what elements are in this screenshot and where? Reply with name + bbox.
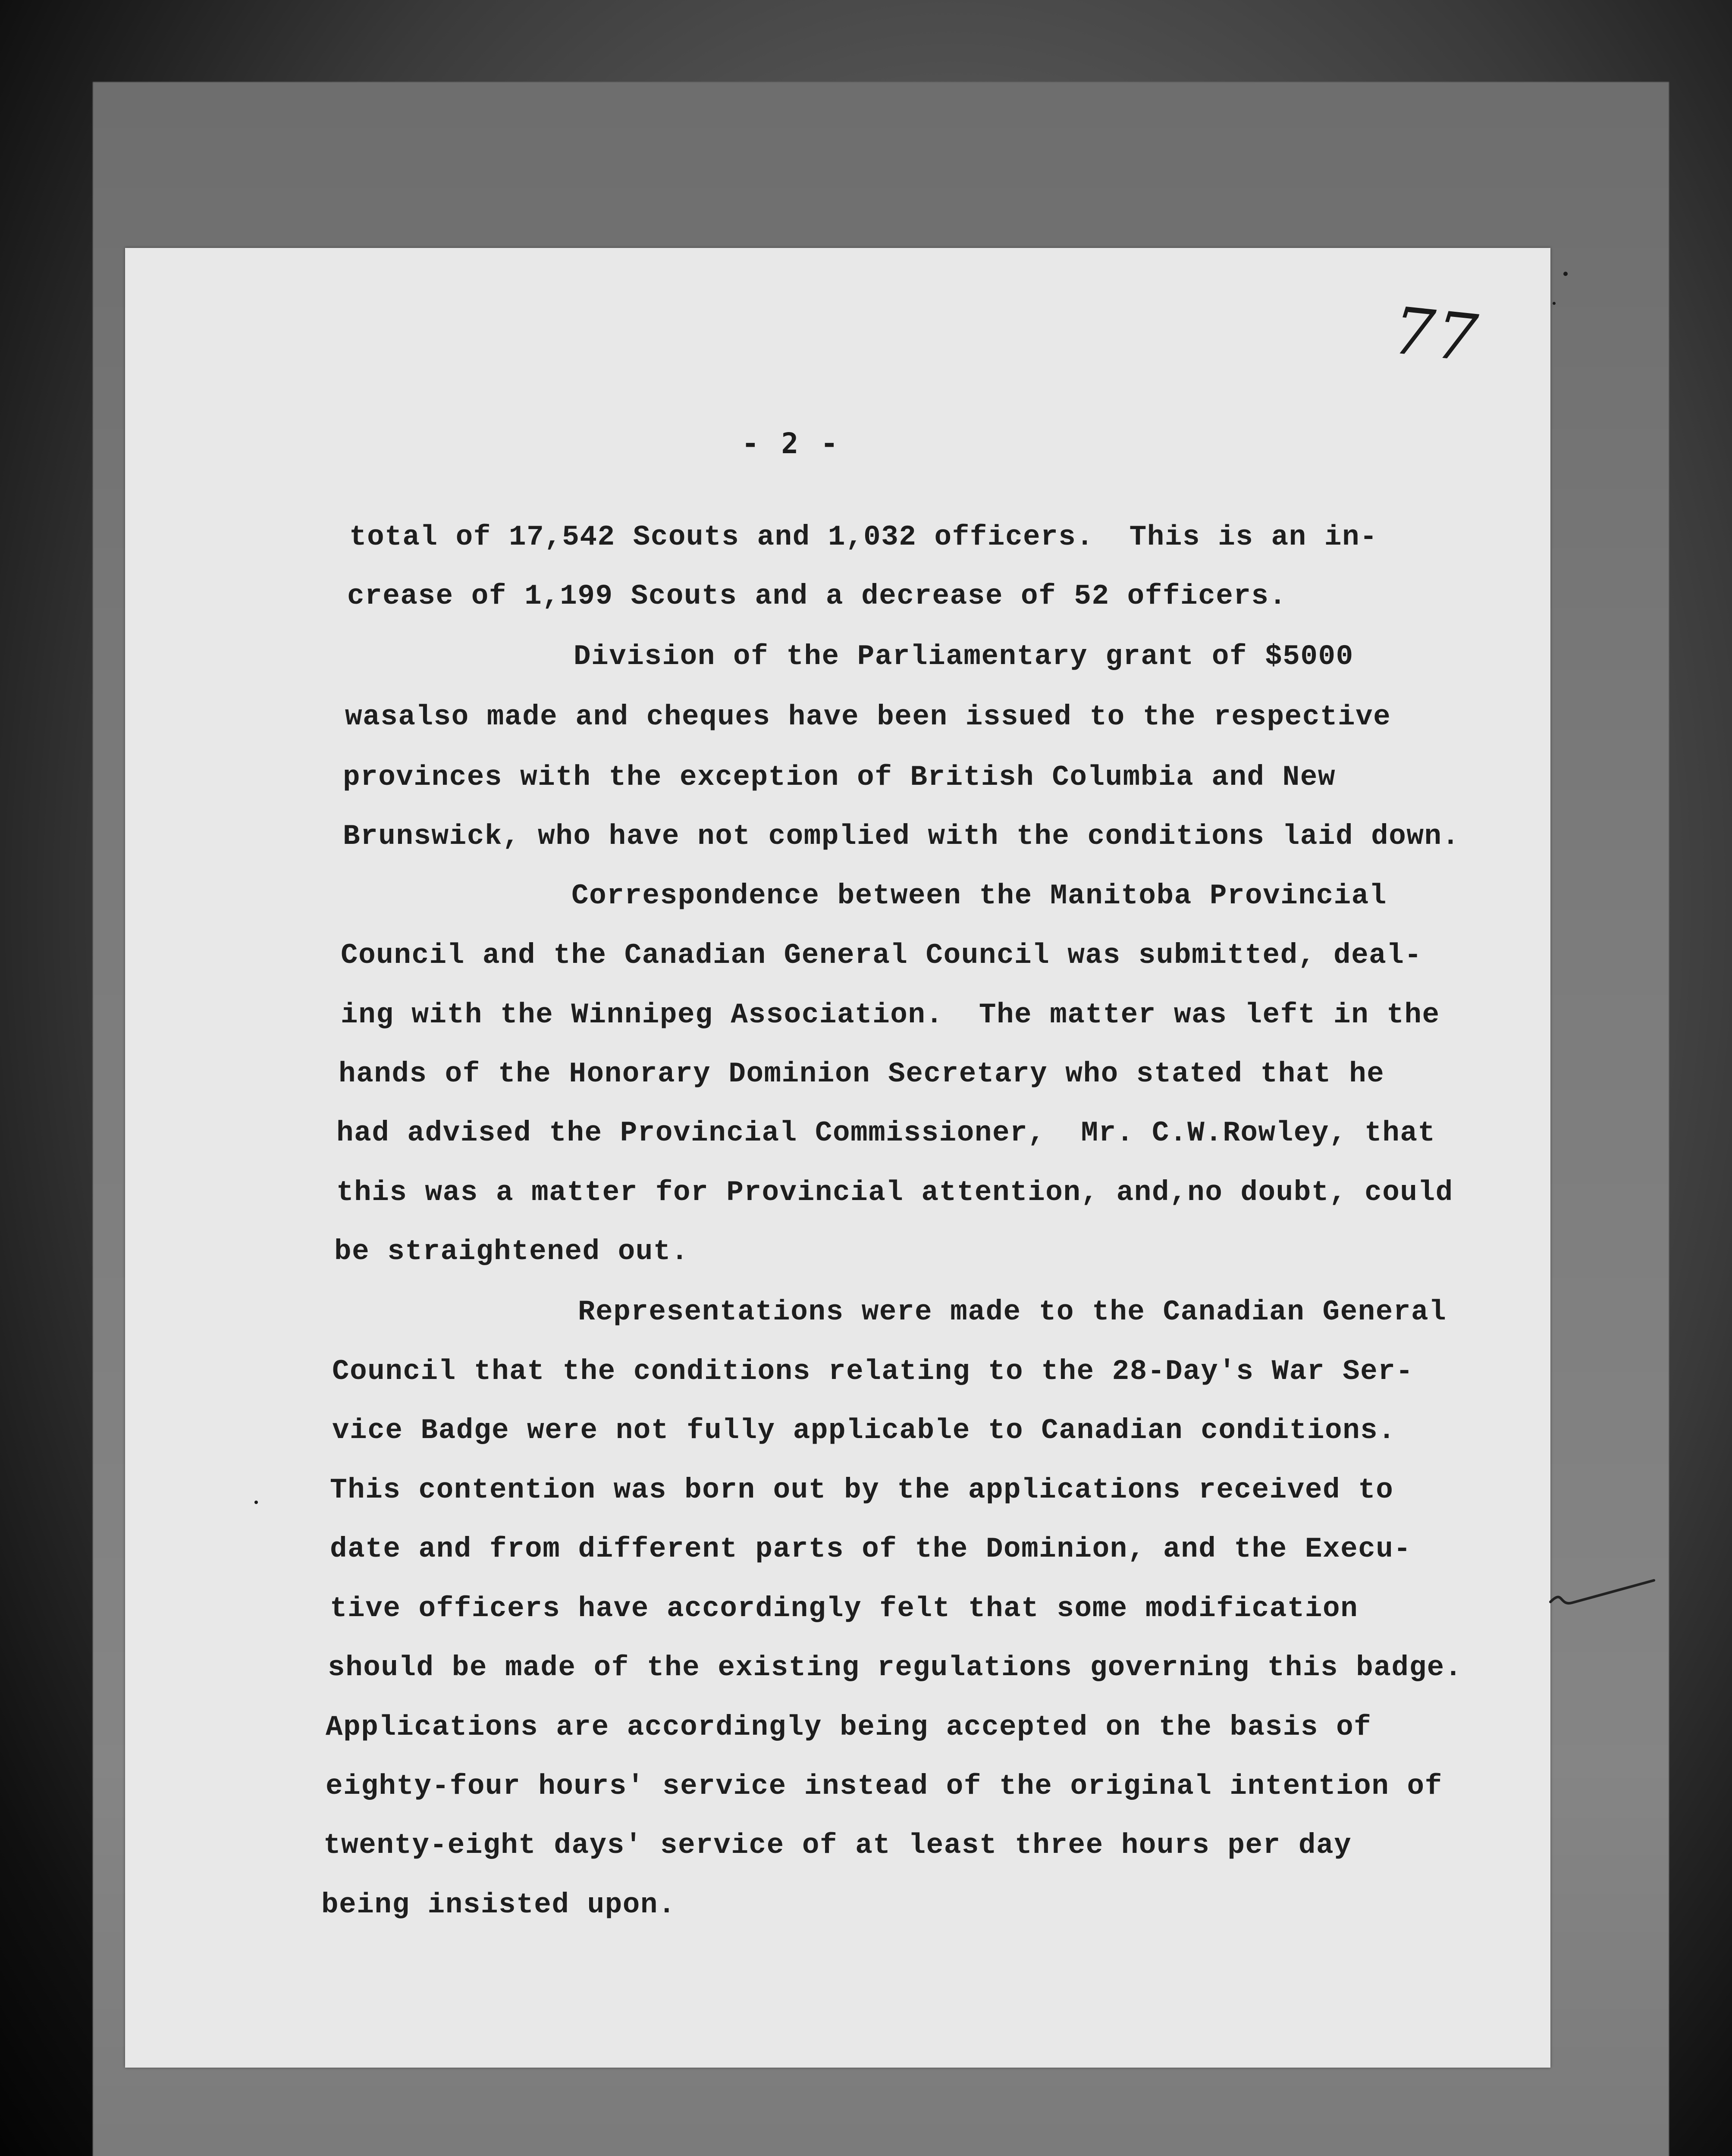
body-line: had advised the Provincial Commissioner, Mr. C.W.Rowley, that [336, 1117, 1436, 1149]
body-line: eighty-four hours' service instead of the original intention of [326, 1770, 1443, 1802]
body-line: Applications are accordingly being accepted on the basis of [326, 1711, 1372, 1743]
body-line: date and from different parts of the Dominion, and the Execu- [330, 1533, 1412, 1565]
body-line: Council that the conditions relating to the 28-Day's War Ser- [332, 1355, 1414, 1388]
body-line: be straightened out. [334, 1235, 689, 1268]
body-line: total of 17,542 Scouts and 1,032 officers. This is an in- [349, 521, 1378, 553]
body-line: tive officers have accordingly felt that some modification [330, 1592, 1359, 1625]
body-line: crease of 1,199 Scouts and a decrease of 52 officers. [347, 580, 1287, 612]
dust-speck [254, 1501, 258, 1504]
body-line: hands of the Honorary Dominion Secretary who stated that he [339, 1058, 1385, 1090]
body-line: twenty-eight days' service of at least three hours per day [323, 1829, 1352, 1861]
body-line: vice Badge were not fully applicable to Canadian conditions. [332, 1414, 1396, 1447]
body-line: Correspondence between the Manitoba Provincial [571, 880, 1387, 912]
body-line: this was a matter for Provincial attention, and,no doubt, could [336, 1176, 1453, 1209]
body-line: should be made of the existing regulations governing this badge. [328, 1651, 1462, 1684]
body-line: Representations were made to the Canadian General [578, 1296, 1447, 1328]
dust-speck [1553, 302, 1556, 305]
body-line: provinces with the exception of British Columbia and New [343, 761, 1336, 793]
body-line: ing with the Winnipeg Association. The matter was left in the [341, 999, 1440, 1031]
body-line: Council and the Canadian General Council was submitted, deal- [341, 939, 1422, 971]
body-line: Brunswick, who have not complied with the conditions laid down. [343, 820, 1460, 852]
handwritten-folio-number: 77 [1389, 293, 1483, 377]
margin-pencil-mark [1546, 1572, 1658, 1611]
dust-speck [1563, 272, 1568, 276]
body-line: wasalso made and cheques have been issued to the respective [345, 701, 1391, 733]
body-line: being insisted upon. [321, 1889, 676, 1921]
body-line: Division of the Parliamentary grant of $5000 [574, 640, 1354, 673]
page-header: - 2 - [742, 427, 841, 460]
body-line: This contention was born out by the applications received to [330, 1474, 1394, 1506]
